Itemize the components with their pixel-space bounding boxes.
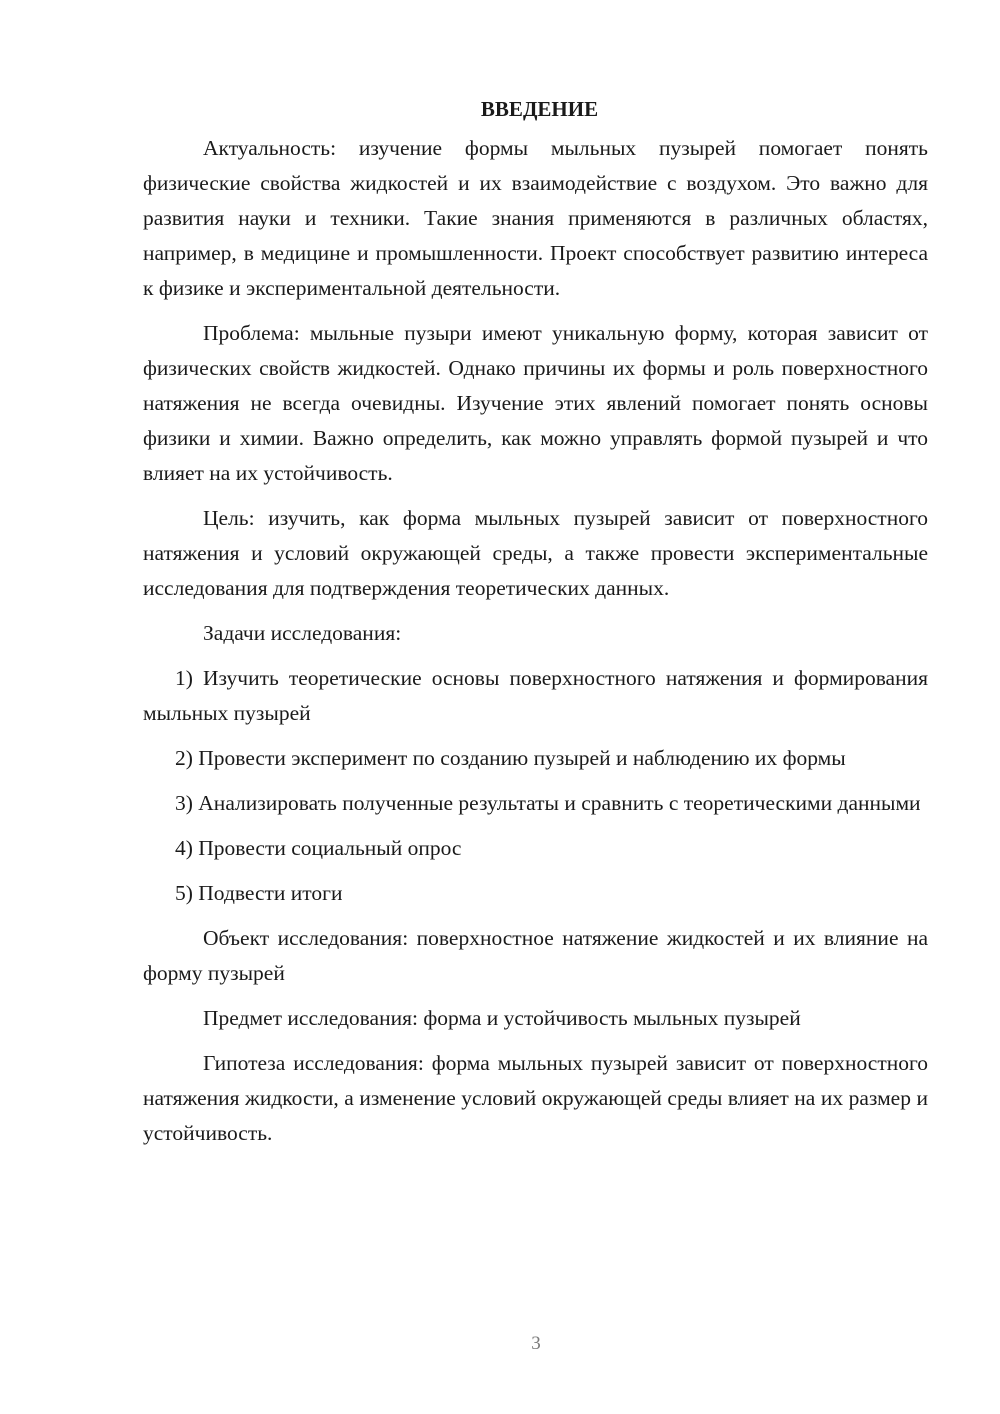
paragraph-hypothesis: Гипотеза исследования: форма мыльных пузырей зависит от поверхностного натяжения жидкости, а изменение условий окружающей среды влияет на их размер и устойчивость. xyxy=(143,1051,928,1145)
paragraph-relevance: Актуальность: изучение формы мыльных пузырей помогает понять физические свойства жидкостей и их взаимодействие с воздухом. Это важно для развития науки и техники. Такие знания применяются в различных областях, например, в медицине и промышленности. Проект способствует развитию интереса к физике и экспериментальной деятельности. xyxy=(143,136,928,300)
task-item-1: 1) Изучить теоретические основы поверхностного натяжения и формирования мыльных пузырей xyxy=(143,666,928,725)
paragraph-subject: Предмет исследования: форма и устойчивость мыльных пузырей xyxy=(203,1006,801,1030)
paragraph-object: Объект исследования: поверхностное натяжение жидкостей и их влияние на форму пузырей xyxy=(143,926,928,985)
document-page xyxy=(143,92,928,1161)
page-title: ВВЕДЕНИЕ xyxy=(480,97,599,121)
task-item-5: 5) Подвести итоги xyxy=(175,881,343,905)
task-item-2: 2) Провести эксперимент по созданию пузырей и наблюдению их формы xyxy=(175,746,846,770)
paragraph-problem: Проблема: мыльные пузыри имеют уникальную форму, которая зависит от физических свойств жидкостей. Однако причины их формы и роль поверхностного натяжения не всегда очевидны. Изучение этих явлений помогает понять основы физики и химии. Важно определить, как можно управлять формой пузырей и что влияет на их устойчивость. xyxy=(143,321,928,485)
tasks-heading: Задачи исследования: xyxy=(203,621,402,645)
task-item-4: 4) Провести социальный опрос xyxy=(175,836,462,860)
task-item-3: 3) Анализировать полученные результаты и сравнить с теоретическими данными xyxy=(175,791,921,815)
paragraph-goal: Цель: изучить, как форма мыльных пузырей зависит от поверхностного натяжения и условий окружающей среды, а также провести экспериментальные исследования для подтверждения теоретических данных. xyxy=(143,506,928,600)
page-number: 3 xyxy=(531,1333,541,1354)
